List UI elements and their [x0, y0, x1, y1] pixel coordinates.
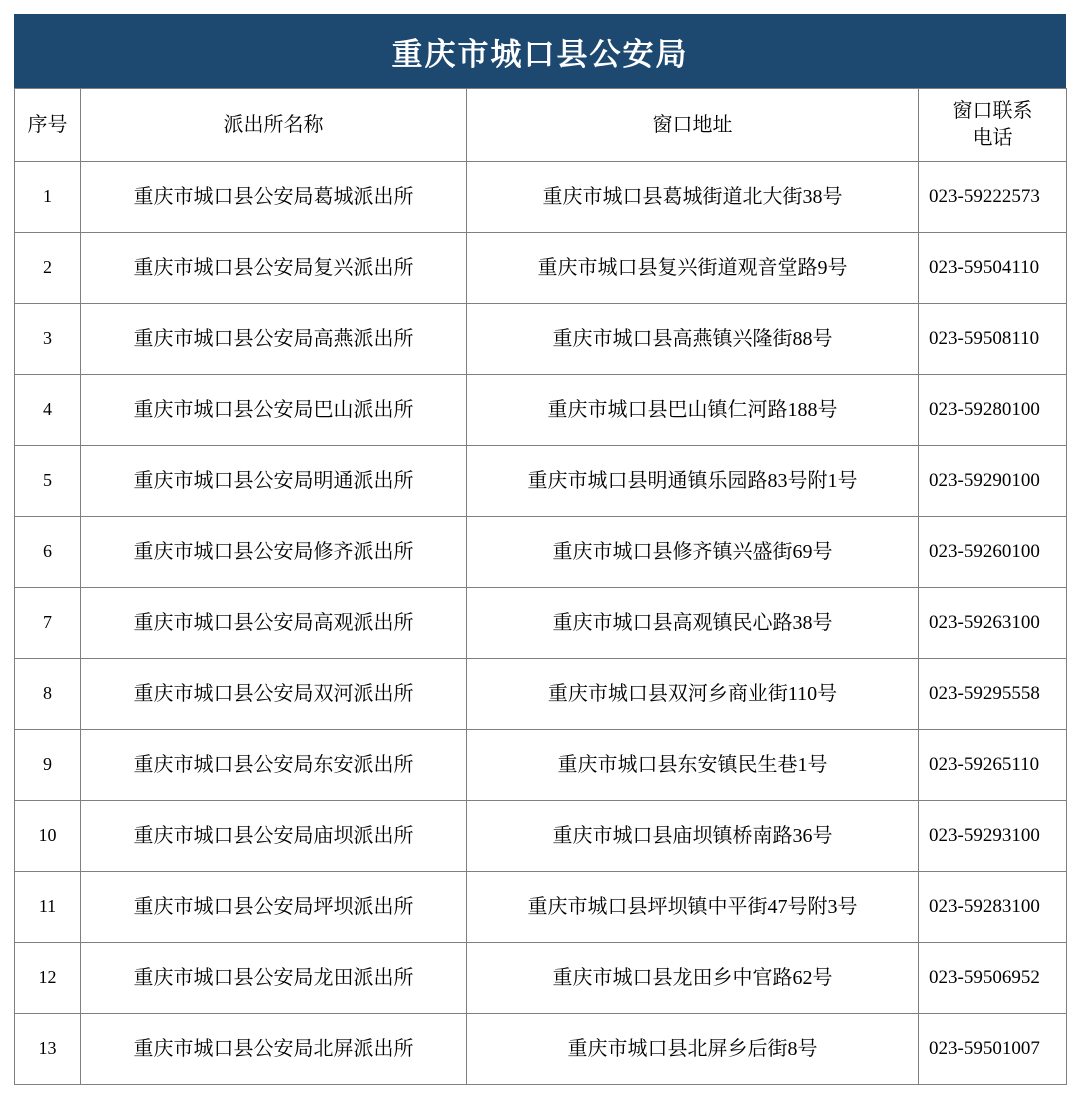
cell-index: 6: [15, 517, 81, 588]
table-row: [15, 659, 1067, 730]
cell-address: 重庆市城口县北屏乡后街8号: [467, 1014, 919, 1085]
table-row: [15, 730, 1067, 801]
table-header: [15, 89, 1067, 162]
cell-address: 重庆市城口县高观镇民心路38号: [467, 588, 919, 659]
table-header-row: [15, 89, 1067, 162]
cell-station-name: 重庆市城口县公安局北屏派出所: [81, 1014, 467, 1085]
cell-station-name: 重庆市城口县公安局葛城派出所: [81, 162, 467, 233]
cell-address: 重庆市城口县修齐镇兴盛街69号: [467, 517, 919, 588]
table-row: [15, 1014, 1067, 1085]
cell-station-name: 重庆市城口县公安局双河派出所: [81, 659, 467, 730]
table-row: [15, 446, 1067, 517]
table-row: [15, 943, 1067, 1014]
table-row: [15, 233, 1067, 304]
cell-phone: 023-59280100: [919, 375, 1067, 446]
page-title: 重庆市城口县公安局: [391, 36, 689, 72]
cell-index: 13: [15, 1014, 81, 1085]
cell-index: 5: [15, 446, 81, 517]
cell-station-name: 重庆市城口县公安局庙坝派出所: [81, 801, 467, 872]
cell-phone: 023-59283100: [919, 872, 1067, 943]
cell-station-name: 重庆市城口县公安局巴山派出所: [81, 375, 467, 446]
cell-phone: 023-59265110: [919, 730, 1067, 801]
column-header-phone: [919, 89, 1067, 162]
cell-address: 重庆市城口县葛城街道北大街38号: [467, 162, 919, 233]
cell-index: 9: [15, 730, 81, 801]
document-header: [14, 14, 1066, 88]
cell-station-name: 重庆市城口县公安局东安派出所: [81, 730, 467, 801]
cell-station-name: 重庆市城口县公安局龙田派出所: [81, 943, 467, 1014]
table-row: [15, 162, 1067, 233]
cell-phone: 023-59508110: [919, 304, 1067, 375]
cell-station-name: 重庆市城口县公安局修齐派出所: [81, 517, 467, 588]
cell-index: 12: [15, 943, 81, 1014]
cell-address: 重庆市城口县明通镇乐园路83号附1号: [467, 446, 919, 517]
cell-address: 重庆市城口县东安镇民生巷1号: [467, 730, 919, 801]
police-station-table: [14, 88, 1067, 1085]
cell-phone: 023-59501007: [919, 1014, 1067, 1085]
table-row: [15, 588, 1067, 659]
cell-station-name: 重庆市城口县公安局坪坝派出所: [81, 872, 467, 943]
table-row: [15, 375, 1067, 446]
cell-index: 8: [15, 659, 81, 730]
cell-index: 3: [15, 304, 81, 375]
cell-index: 11: [15, 872, 81, 943]
cell-phone: 023-59293100: [919, 801, 1067, 872]
cell-phone: 023-59506952: [919, 943, 1067, 1014]
cell-address: 重庆市城口县双河乡商业街110号: [467, 659, 919, 730]
cell-index: 2: [15, 233, 81, 304]
cell-phone: 023-59263100: [919, 588, 1067, 659]
cell-phone: 023-59260100: [919, 517, 1067, 588]
cell-phone: 023-59290100: [919, 446, 1067, 517]
table-row: [15, 517, 1067, 588]
cell-address: 重庆市城口县龙田乡中官路62号: [467, 943, 919, 1014]
cell-address: 重庆市城口县高燕镇兴隆街88号: [467, 304, 919, 375]
cell-index: 7: [15, 588, 81, 659]
cell-phone: 023-59295558: [919, 659, 1067, 730]
table-row: [15, 304, 1067, 375]
column-header-index: 序号: [15, 89, 81, 162]
cell-station-name: 重庆市城口县公安局高观派出所: [81, 588, 467, 659]
cell-phone: 023-59222573: [919, 162, 1067, 233]
cell-address: 重庆市城口县复兴街道观音堂路9号: [467, 233, 919, 304]
cell-address: 重庆市城口县庙坝镇桥南路36号: [467, 801, 919, 872]
table-body: [15, 162, 1067, 1085]
cell-index: 4: [15, 375, 81, 446]
column-header-phone-line1: 窗口联系: [952, 100, 1033, 122]
cell-phone: 023-59504110: [919, 233, 1067, 304]
table-row: [15, 872, 1067, 943]
cell-station-name: 重庆市城口县公安局明通派出所: [81, 446, 467, 517]
column-header-address: 窗口地址: [467, 89, 919, 162]
cell-address: 重庆市城口县坪坝镇中平街47号附3号: [467, 872, 919, 943]
cell-index: 1: [15, 162, 81, 233]
column-header-name: 派出所名称: [81, 89, 467, 162]
cell-station-name: 重庆市城口县公安局高燕派出所: [81, 304, 467, 375]
cell-index: 10: [15, 801, 81, 872]
table-row: [15, 801, 1067, 872]
cell-address: 重庆市城口县巴山镇仁河路188号: [467, 375, 919, 446]
cell-station-name: 重庆市城口县公安局复兴派出所: [81, 233, 467, 304]
column-header-phone-line2: 电话: [972, 127, 1013, 149]
